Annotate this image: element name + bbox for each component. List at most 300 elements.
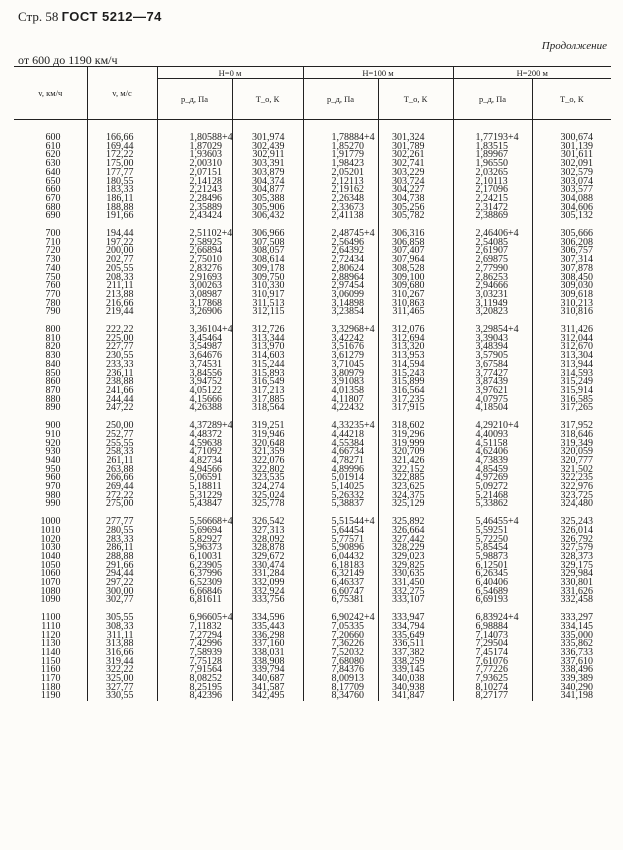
- cell-pressure-h200: 8,10274: [453, 684, 532, 693]
- cell-pressure-h0: 2,21243: [157, 186, 232, 195]
- cell-temp-h0: 302,911: [232, 151, 303, 160]
- cell-speed-ms: 250,00: [87, 413, 157, 431]
- cell-temp-h0: 341,587: [232, 684, 303, 693]
- cell-pressure-h200: 2,31472: [453, 204, 532, 213]
- cell-speed-kmh: 1060: [40, 568, 61, 580]
- cell-speed-ms: 286,11: [87, 544, 157, 553]
- cell-speed-ms: 261,11: [87, 457, 157, 466]
- cell-speed-ms: 172,22: [87, 151, 157, 160]
- cell-temp-h0: 303,879: [232, 169, 303, 178]
- cell-speed-ms: 294,44: [87, 570, 157, 579]
- cell-temp-h0: 317,213: [232, 387, 303, 396]
- cell-temp-h0: 336,298: [232, 632, 303, 641]
- table-row: [14, 195, 611, 204]
- cell-speed-ms: 244,44: [87, 396, 157, 405]
- cell-temp-h100: 322,152: [378, 466, 453, 475]
- cell-speed-ms: 166,66: [87, 120, 157, 143]
- cell-speed-ms: 188,88: [87, 204, 157, 213]
- cell-pressure-h200: 2,69875: [453, 256, 532, 265]
- cell-speed-kmh: 1120: [40, 629, 61, 641]
- cell-temp-h100: 331,450: [378, 579, 453, 588]
- cell-pressure-h100: 2,48745+4: [303, 221, 378, 239]
- cell-temp-h0: 340,687: [232, 675, 303, 684]
- cell-speed-kmh: 820: [45, 341, 61, 353]
- cell-temp-h100: 306,316: [378, 221, 453, 239]
- cell-speed-kmh: 1070: [40, 577, 61, 589]
- cell-speed-kmh: 770: [45, 288, 61, 300]
- cell-temp-h0: 318,564: [232, 404, 303, 413]
- cell-pressure-h100: 6,46337: [303, 579, 378, 588]
- cell-temp-h0: 323,535: [232, 474, 303, 483]
- cell-pressure-h100: 2,88964: [303, 274, 378, 283]
- cell-pressure-h0: 5,43847: [157, 500, 232, 509]
- cell-temp-h200: 306,208: [532, 239, 611, 248]
- table-row: [14, 396, 611, 405]
- cell-speed-kmh: 940: [45, 454, 61, 466]
- table-row: [14, 378, 611, 387]
- cell-temp-h100: 313,320: [378, 343, 453, 352]
- cell-temp-h0: 321,359: [232, 448, 303, 457]
- standard-code: ГОСТ 5212—74: [61, 9, 162, 24]
- cell-pressure-h0: 4,48372: [157, 431, 232, 440]
- cell-temp-h100: 311,465: [378, 308, 453, 317]
- table-row: [14, 274, 611, 283]
- cell-speed-ms: 191,66: [87, 212, 157, 221]
- cell-pressure-h0: 3,17868: [157, 300, 232, 309]
- cell-speed-kmh: 910: [45, 428, 61, 440]
- cell-pressure-h0: 2,66894: [157, 247, 232, 256]
- table-row: [14, 247, 611, 256]
- cell-speed-kmh: 1110: [41, 620, 61, 632]
- cell-pressure-h200: 7,14073: [453, 632, 532, 641]
- cell-pressure-h100: 6,32149: [303, 570, 378, 579]
- cell-temp-h0: 317,885: [232, 396, 303, 405]
- table-row: [14, 474, 611, 483]
- cell-temp-h200: 308,450: [532, 274, 611, 283]
- cell-pressure-h0: 4,71092: [157, 448, 232, 457]
- cell-temp-h0: 322,076: [232, 457, 303, 466]
- cell-temp-h100: 325,892: [378, 509, 453, 527]
- cell-temp-h100: 301,789: [378, 143, 453, 152]
- cell-speed-ms: 275,00: [87, 500, 157, 509]
- cell-temp-h100: 313,953: [378, 352, 453, 361]
- cell-speed-ms: 205,55: [87, 265, 157, 274]
- cell-speed-kmh: 1030: [40, 542, 61, 554]
- table-row: [14, 308, 611, 317]
- cell-speed-ms: 283,33: [87, 536, 157, 545]
- cell-temp-h200: 311,426: [532, 317, 611, 335]
- cell-pressure-h200: 4,62406: [453, 448, 532, 457]
- cell-pressure-h200: 3,77427: [453, 370, 532, 379]
- cell-temp-h0: 308,057: [232, 247, 303, 256]
- cell-pressure-h100: 5,26332: [303, 492, 378, 501]
- cell-temp-h200: 339,389: [532, 675, 611, 684]
- cell-pressure-h200: 7,77226: [453, 666, 532, 675]
- cell-speed-kmh: 1170: [40, 673, 61, 685]
- cell-pressure-h100: 5,77571: [303, 536, 378, 545]
- cell-temp-h0: 333,756: [232, 596, 303, 605]
- cell-temp-h100: 319,296: [378, 431, 453, 440]
- cell-speed-ms: 211,11: [87, 282, 157, 291]
- cell-speed-ms: 183,33: [87, 186, 157, 195]
- cell-temp-h200: 336,733: [532, 649, 611, 658]
- cell-temp-h200: 332,458: [532, 596, 611, 605]
- cell-pressure-h200: 2,03265: [453, 169, 532, 178]
- cell-speed-ms: 316,66: [87, 649, 157, 658]
- cell-pressure-h100: 5,01914: [303, 474, 378, 483]
- cell-speed-kmh: 650: [45, 175, 61, 187]
- cell-pressure-h100: 2,05201: [303, 169, 378, 178]
- continuation-label: Продолжение: [541, 40, 607, 52]
- cell-temp-h100: 334,794: [378, 623, 453, 632]
- cell-pressure-h200: 1,83515: [453, 143, 532, 152]
- cell-pressure-h0: 3,00263: [157, 282, 232, 291]
- cell-pressure-h0: 2,75010: [157, 256, 232, 265]
- cell-pressure-h200: 4,97269: [453, 474, 532, 483]
- cell-pressure-h0: 3,26906: [157, 308, 232, 317]
- cell-temp-h200: 338,496: [532, 666, 611, 675]
- cell-temp-h100: 303,724: [378, 178, 453, 187]
- cell-pressure-h200: 3,29854+4: [453, 317, 532, 335]
- cell-temp-h0: 307,508: [232, 239, 303, 248]
- cell-pressure-h200: 2,77990: [453, 265, 532, 274]
- cell-temp-h200: 340,290: [532, 684, 611, 693]
- cell-temp-h200: 326,014: [532, 527, 611, 536]
- cell-speed-kmh: 680: [45, 201, 61, 213]
- cell-speed-ms: 311,11: [87, 632, 157, 641]
- cell-temp-h100: 307,964: [378, 256, 453, 265]
- table-row: [14, 457, 611, 466]
- cell-speed-ms: 169,44: [87, 143, 157, 152]
- cell-pressure-h200: 7,61076: [453, 658, 532, 667]
- cell-temp-h0: 312,726: [232, 317, 303, 335]
- cell-pressure-h0: 6,52309: [157, 579, 232, 588]
- cell-speed-kmh: 890: [45, 402, 61, 414]
- cell-temp-h100: 328,229: [378, 544, 453, 553]
- cell-temp-h100: 341,847: [378, 692, 453, 701]
- cell-speed-kmh: 780: [45, 297, 61, 309]
- cell-speed-kmh: 990: [45, 498, 61, 510]
- cell-pressure-h0: 1,80588+4: [157, 120, 232, 143]
- cell-pressure-h200: 2,24215: [453, 195, 532, 204]
- speed-range-caption: от 600 до 1190 км/ч: [18, 53, 118, 67]
- cell-temp-h0: 328,878: [232, 544, 303, 553]
- data-table: [14, 66, 611, 701]
- cell-temp-h100: 305,256: [378, 204, 453, 213]
- cell-pressure-h0: 3,08987: [157, 291, 232, 300]
- cell-pressure-h200: 3,39043: [453, 335, 532, 344]
- cell-pressure-h200: 1,96550: [453, 160, 532, 169]
- cell-temp-h0: 330,474: [232, 562, 303, 571]
- cell-pressure-h100: 6,04432: [303, 553, 378, 562]
- cell-pressure-h0: 4,59638: [157, 440, 232, 449]
- table-row: [14, 212, 611, 221]
- cell-pressure-h200: 1,77193+4: [453, 120, 532, 143]
- cell-speed-kmh: 760: [45, 280, 61, 292]
- cell-temp-h0: 322,802: [232, 466, 303, 475]
- cell-speed-kmh: 1180: [40, 681, 61, 693]
- cell-temp-h200: 307,878: [532, 265, 611, 274]
- table-row: [14, 239, 611, 248]
- page-number: Стр. 58: [18, 9, 59, 24]
- cell-pressure-h0: 2,51102+4: [157, 221, 232, 239]
- cell-temp-h100: 317,915: [378, 404, 453, 413]
- cell-speed-kmh: 950: [45, 463, 61, 475]
- cell-pressure-h200: 7,93625: [453, 675, 532, 684]
- cell-speed-kmh: 850: [45, 367, 61, 379]
- cell-temp-h100: 327,442: [378, 536, 453, 545]
- cell-temp-h100: 333,107: [378, 596, 453, 605]
- table-row: [14, 317, 611, 335]
- table-row: [14, 335, 611, 344]
- cell-temp-h200: 317,265: [532, 404, 611, 413]
- cell-pressure-h0: 6,96605+4: [157, 605, 232, 623]
- cell-pressure-h200: 5,09272: [453, 483, 532, 492]
- cell-temp-h0: 309,750: [232, 274, 303, 283]
- cell-temp-h200: 304,606: [532, 204, 611, 213]
- cell-temp-h200: 329,175: [532, 562, 611, 571]
- cell-temp-h0: 305,906: [232, 204, 303, 213]
- table-row: [14, 413, 611, 431]
- cell-temp-h200: 335,000: [532, 632, 611, 641]
- cell-pressure-h100: 2,72434: [303, 256, 378, 265]
- cell-pressure-h0: 5,96373: [157, 544, 232, 553]
- table-row: [14, 120, 611, 143]
- cell-speed-kmh: 630: [45, 158, 61, 170]
- cell-temp-h0: 332,099: [232, 579, 303, 588]
- cell-pressure-h100: 7,20660: [303, 632, 378, 641]
- cell-temp-h100: 333,947: [378, 605, 453, 623]
- cell-pressure-h0: 5,82927: [157, 536, 232, 545]
- cell-speed-kmh: 920: [45, 437, 61, 449]
- cell-temp-h100: 316,564: [378, 387, 453, 396]
- header-temperature: T_о, К: [232, 79, 303, 120]
- cell-speed-ms: 241,66: [87, 387, 157, 396]
- cell-temp-h100: 326,664: [378, 527, 453, 536]
- cell-temp-h100: 309,100: [378, 274, 453, 283]
- cell-pressure-h100: 8,34760: [303, 692, 378, 701]
- cell-temp-h100: 317,235: [378, 396, 453, 405]
- cell-pressure-h0: 6,10031: [157, 553, 232, 562]
- cell-pressure-h0: 2,35889: [157, 204, 232, 213]
- table-row: [14, 596, 611, 605]
- cell-pressure-h100: 2,26348: [303, 195, 378, 204]
- cell-temp-h200: 334,145: [532, 623, 611, 632]
- header-temperature: T_о, К: [532, 79, 611, 120]
- cell-pressure-h200: 2,94666: [453, 282, 532, 291]
- cell-pressure-h0: 4,05122: [157, 387, 232, 396]
- cell-temp-h0: 305,388: [232, 195, 303, 204]
- cell-pressure-h100: 3,80979: [303, 370, 378, 379]
- cell-temp-h200: 326,792: [532, 536, 611, 545]
- table-row: [14, 666, 611, 675]
- cell-pressure-h100: 2,41138: [303, 212, 378, 221]
- cell-temp-h200: 328,373: [532, 553, 611, 562]
- table-row: [14, 553, 611, 562]
- cell-pressure-h100: 3,71045: [303, 361, 378, 370]
- cell-speed-ms: 177,77: [87, 169, 157, 178]
- cell-speed-ms: 213,88: [87, 291, 157, 300]
- cell-temp-h100: 308,528: [378, 265, 453, 274]
- table-row: [14, 265, 611, 274]
- cell-pressure-h0: 2,28496: [157, 195, 232, 204]
- cell-pressure-h0: 8,42396: [157, 692, 232, 701]
- cell-pressure-h100: 5,51544+4: [303, 509, 378, 527]
- cell-pressure-h100: 1,98423: [303, 160, 378, 169]
- cell-pressure-h100: 5,38837: [303, 500, 378, 509]
- cell-pressure-h100: 3,06099: [303, 291, 378, 300]
- table-row: [14, 160, 611, 169]
- table-row: [14, 352, 611, 361]
- cell-pressure-h100: 7,68080: [303, 658, 378, 667]
- cell-pressure-h0: 8,08252: [157, 675, 232, 684]
- table-row: [14, 221, 611, 239]
- cell-pressure-h200: 2,86253: [453, 274, 532, 283]
- cell-pressure-h100: 3,61279: [303, 352, 378, 361]
- cell-speed-kmh: 640: [45, 166, 61, 178]
- cell-pressure-h0: 1,87029: [157, 143, 232, 152]
- cell-pressure-h0: 7,11832: [157, 623, 232, 632]
- cell-temp-h200: 315,914: [532, 387, 611, 396]
- cell-pressure-h0: 5,69694: [157, 527, 232, 536]
- cell-temp-h200: 302,579: [532, 169, 611, 178]
- cell-pressure-h200: 6,12501: [453, 562, 532, 571]
- cell-temp-h200: 335,862: [532, 640, 611, 649]
- cell-pressure-h200: 5,98873: [453, 553, 532, 562]
- cell-pressure-h200: 7,45174: [453, 649, 532, 658]
- cell-speed-kmh: 690: [45, 210, 61, 222]
- cell-temp-h100: 318,602: [378, 413, 453, 431]
- cell-pressure-h200: 3,11949: [453, 300, 532, 309]
- cell-temp-h100: 335,649: [378, 632, 453, 641]
- cell-temp-h200: 313,944: [532, 361, 611, 370]
- table-row: [14, 361, 611, 370]
- cell-temp-h200: 322,976: [532, 483, 611, 492]
- cell-pressure-h100: 3,23854: [303, 308, 378, 317]
- cell-temp-h200: 300,674: [532, 120, 611, 143]
- cell-speed-ms: 269,44: [87, 483, 157, 492]
- cell-speed-ms: 291,66: [87, 562, 157, 571]
- cell-temp-h0: 316,549: [232, 378, 303, 387]
- cell-pressure-h200: 3,67584: [453, 361, 532, 370]
- cell-temp-h100: 302,741: [378, 160, 453, 169]
- cell-temp-h100: 323,625: [378, 483, 453, 492]
- cell-temp-h200: 333,297: [532, 605, 611, 623]
- cell-speed-kmh: 930: [45, 446, 61, 458]
- cell-pressure-h0: 2,00310: [157, 160, 232, 169]
- cell-temp-h200: 315,249: [532, 378, 611, 387]
- cell-speed-kmh: 810: [45, 332, 61, 344]
- cell-pressure-h100: 4,11807: [303, 396, 378, 405]
- cell-temp-h200: 303,074: [532, 178, 611, 187]
- cell-speed-ms: 194,44: [87, 221, 157, 239]
- cell-temp-h0: 310,917: [232, 291, 303, 300]
- table-row: [14, 492, 611, 501]
- cell-pressure-h0: 7,58939: [157, 649, 232, 658]
- cell-pressure-h100: 7,36226: [303, 640, 378, 649]
- cell-temp-h0: 319,251: [232, 413, 303, 431]
- cell-pressure-h0: 4,15666: [157, 396, 232, 405]
- cell-speed-ms: 236,11: [87, 370, 157, 379]
- cell-speed-kmh: 750: [45, 271, 61, 283]
- cell-temp-h200: 330,801: [532, 579, 611, 588]
- cell-speed-ms: 230,55: [87, 352, 157, 361]
- cell-speed-kmh: 1130: [40, 638, 61, 650]
- cell-speed-ms: 227,77: [87, 343, 157, 352]
- table-row: [14, 282, 611, 291]
- cell-pressure-h0: 5,06591: [157, 474, 232, 483]
- cell-speed-ms: 266,66: [87, 474, 157, 483]
- cell-pressure-h100: 3,91083: [303, 378, 378, 387]
- cell-pressure-h0: 3,94752: [157, 378, 232, 387]
- cell-pressure-h200: 2,10113: [453, 178, 532, 187]
- cell-pressure-h0: 3,36104+4: [157, 317, 232, 335]
- cell-temp-h100: 307,407: [378, 247, 453, 256]
- header-pressure: p_д, Па: [157, 79, 232, 120]
- cell-temp-h200: 318,646: [532, 431, 611, 440]
- cell-temp-h100: 302,261: [378, 151, 453, 160]
- cell-temp-h0: 313,344: [232, 335, 303, 344]
- cell-temp-h100: 301,324: [378, 120, 453, 143]
- cell-pressure-h200: 2,17096: [453, 186, 532, 195]
- cell-pressure-h200: 7,29504: [453, 640, 532, 649]
- cell-pressure-h100: 4,33235+4: [303, 413, 378, 431]
- cell-temp-h200: 309,030: [532, 282, 611, 291]
- cell-pressure-h100: 2,56496: [303, 239, 378, 248]
- cell-pressure-h100: 4,44218: [303, 431, 378, 440]
- table-row: [14, 370, 611, 379]
- cell-pressure-h200: 5,72250: [453, 536, 532, 545]
- cell-temp-h0: 334,596: [232, 605, 303, 623]
- table-row: [14, 169, 611, 178]
- cell-speed-kmh: 1000: [40, 516, 61, 528]
- table-row: [14, 466, 611, 475]
- cell-temp-h100: 315,899: [378, 378, 453, 387]
- table-row: [14, 649, 611, 658]
- cell-temp-h200: 301,139: [532, 143, 611, 152]
- cell-temp-h0: 326,542: [232, 509, 303, 527]
- cell-pressure-h200: 6,98884: [453, 623, 532, 632]
- cell-pressure-h0: 2,07151: [157, 169, 232, 178]
- cell-temp-h200: 321,502: [532, 466, 611, 475]
- cell-pressure-h0: 2,43424: [157, 212, 232, 221]
- cell-speed-ms: 255,55: [87, 440, 157, 449]
- cell-temp-h100: 305,782: [378, 212, 453, 221]
- cell-temp-h100: 329,023: [378, 553, 453, 562]
- cell-speed-kmh: 620: [45, 149, 61, 161]
- cell-speed-ms: 272,22: [87, 492, 157, 501]
- cell-temp-h200: 310,816: [532, 308, 611, 317]
- cell-speed-kmh: 860: [45, 376, 61, 388]
- cell-speed-ms: 325,00: [87, 675, 157, 684]
- header-pressure: p_д, Па: [303, 79, 378, 120]
- table-row: [14, 440, 611, 449]
- cell-speed-ms: 175,00: [87, 160, 157, 169]
- cell-pressure-h100: 2,12113: [303, 178, 378, 187]
- cell-temp-h0: 315,893: [232, 370, 303, 379]
- cell-speed-ms: 208,33: [87, 274, 157, 283]
- cell-temp-h200: 307,314: [532, 256, 611, 265]
- cell-pressure-h0: 2,58925: [157, 239, 232, 248]
- cell-pressure-h0: 3,45464: [157, 335, 232, 344]
- table-row: [14, 186, 611, 195]
- cell-pressure-h0: 5,31229: [157, 492, 232, 501]
- cell-speed-kmh: 830: [45, 350, 61, 362]
- cell-pressure-h200: 5,46455+4: [453, 509, 532, 527]
- cell-temp-h0: 314,603: [232, 352, 303, 361]
- cell-pressure-h0: 4,94566: [157, 466, 232, 475]
- cell-pressure-h0: 2,83276: [157, 265, 232, 274]
